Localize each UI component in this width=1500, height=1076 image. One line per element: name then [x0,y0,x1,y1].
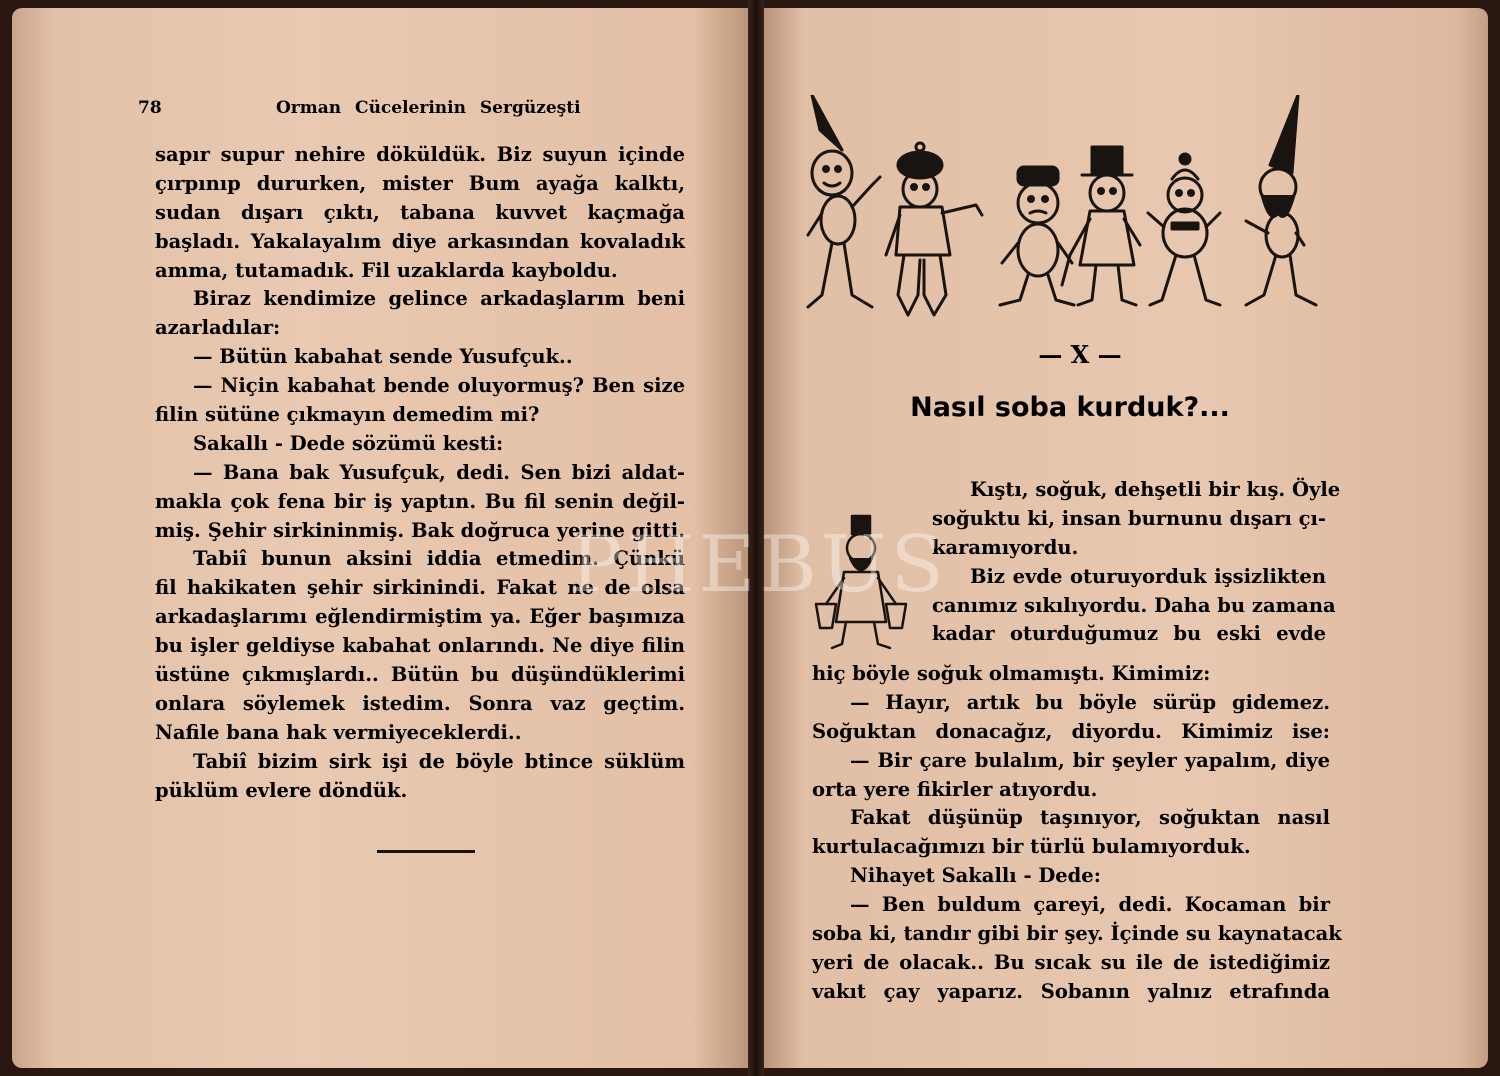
text-line: püklüm evlere döndük. [155,778,408,802]
text-line: soğuktu ki, insan burnunu dışarı çı- [932,506,1327,530]
gnome-figure-2 [886,143,982,315]
text-line: başladı. Yakalayalım diye arkasından kovaladık [155,229,685,253]
chapter-title: Nasıl soba kurduk?... [910,392,1230,423]
right-page-text-intro [932,476,1341,649]
chapter-number: — X — [1038,340,1122,369]
text-line: makla çok fena bir iş yaptın. Bu fil senin değil- [155,489,685,513]
text-line: soba ki, tandır gibi bir şey. İçinde su kaynatacak [812,922,1342,946]
text-line: karamıyordu. [932,535,1079,559]
text-line: canımız sıkılıyordu. Daha bu zamana [932,593,1336,617]
gnome-figure-5 [1148,154,1220,305]
text-line: Tabiî bunun aksini iddia etmedim. Çünkü [193,547,685,571]
text-line: — Bana bak Yusufçuk, dedi. Sen bizi aldat- [193,460,685,484]
gnome-figure-4 [1062,147,1140,305]
text-line: vakıt çay yaparız. Sobanın yalnız etrafında [812,979,1330,1003]
text-line: azarladılar: [155,316,281,340]
text-line: kurtulacağımızı bir türlü bulamıyorduk. [812,835,1251,859]
text-line: onlara söylemek istedim. Sonra vaz geçtim. [155,691,685,715]
text-line: Nafile bana hak vermiyeceklerdi.. [155,720,522,744]
left-page-text [155,141,685,805]
text-line: Kıştı, soğuk, dehşetli bir kış. Öyle [970,478,1341,501]
running-head-title: Orman Cücelerinin Sergüzeşti [276,98,581,118]
section-end-rule [377,850,475,853]
right-page-text [812,660,1342,1007]
text-line: Tabiî bizim sirk işi de böyle btince süklüm [193,749,685,773]
text-line: yeri de olacak.. Bu sıcak su ile de istediğimiz [812,950,1330,974]
text-line: Biz evde oturuyorduk işsizlikten [970,564,1326,588]
text-line: fil hakikaten şehir sirkinindi. Fakat ne de olsa [155,576,685,600]
text-line: — Hayır, artık bu böyle sürüp gidemez. [850,690,1330,714]
text-line: miş. Şehir sirkininmiş. Bak doğruca yerine gitti. [155,518,685,542]
gnome-figure-6 [1246,95,1316,305]
text-line: — Ben buldum çareyi, dedi. Kocaman bir [850,893,1330,917]
text-line: filin sütüne çıkmayın demedim mi? [155,403,540,427]
text-line: üstüne çıkmışlardı.. Bütün bu düşündüklerimi [155,663,685,687]
text-line: Soğuktan donacağız, diyordu. Kimimiz ise: [812,719,1330,743]
text-line: arkadaşlarımı eğlendirmiştim ya. Eğer başımıza [155,605,685,629]
text-line: Fakat düşünüp taşınıyor, soğuktan nasıl [850,806,1330,830]
text-line: sapır supur nehire döküldük. Biz suyun içinde [155,143,685,166]
text-line: bu işler geldiyse kabahat onlarındı. Ne diye filin [155,634,685,658]
text-line: sudan dışarı çıktı, tabana kuvvet kaçmağa [155,200,685,224]
text-line: Nihayet Sakallı - Dede: [850,864,1101,888]
gnome-figure-1 [808,95,880,307]
gnomes-illustration [800,95,1340,325]
watermark: PHEBUS [570,520,948,610]
text-line: — Niçin kabahat bende oluyormuş? Ben size [193,374,685,398]
book-spine [748,0,764,1076]
text-line: hiç böyle soğuk olmamıştı. Kimimiz: [812,662,1211,685]
text-line: çırpınıp dururken, mister Bum ayağa kalktı, [155,171,685,195]
text-line: amma, tutamadık. Fil uzaklarda kayboldu. [155,258,618,282]
text-line: kadar oturduğumuz bu eski evde [932,622,1326,646]
text-line: orta yere fikirler atıyordu. [812,777,1098,801]
text-line: — Bütün kabahat sende Yusufçuk.. [193,345,573,369]
text-line: — Bir çare bulalım, bir şeyler yapalım, diye [850,748,1330,772]
page-number: 78 [138,98,162,118]
text-line: Sakallı - Dede sözümü kesti: [193,431,504,455]
gnome-with-buckets-illustration [812,512,912,652]
text-line: Biraz kendimize gelince arkadaşlarım beni [193,287,685,311]
